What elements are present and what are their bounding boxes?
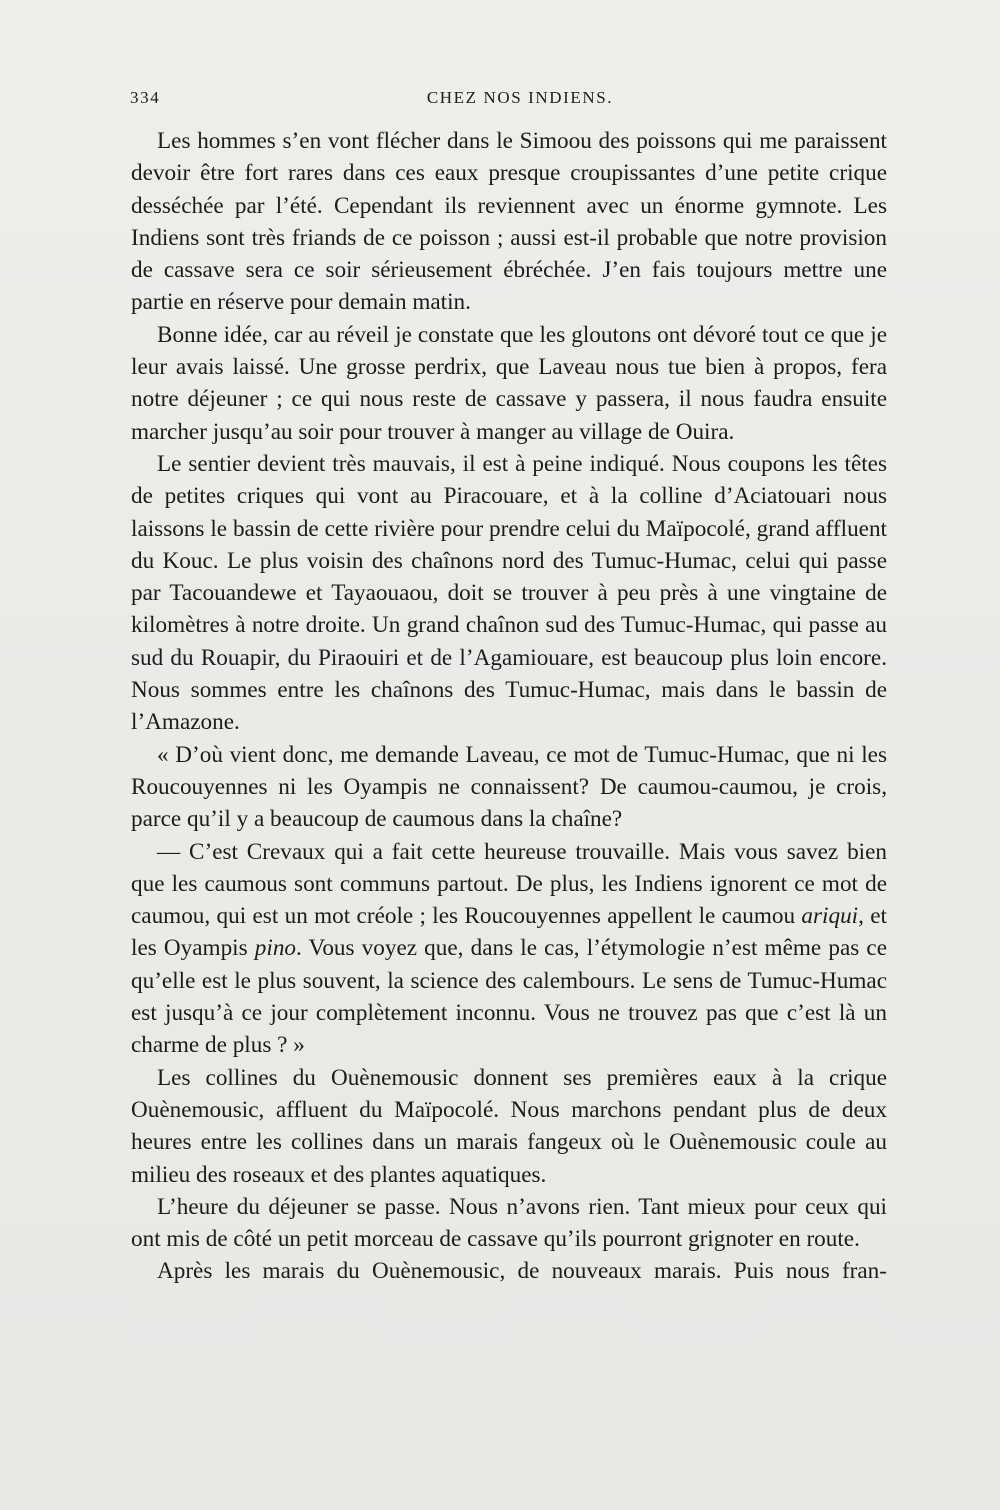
body-text — [131, 125, 887, 1288]
paragraph-text: — C’est Crevaux qui a fait cette heureuse trouvaille. Mais vous savez bien que les caumous sont communs partout. De plus, les Indiens ignorent ce mot de caumou, qui est un mot créole ; les Roucouyennes appellent le caumou — [131, 838, 887, 930]
page-header — [130, 88, 886, 114]
italic-word: pino — [254, 935, 297, 962]
running-title: CHEZ NOS INDIENS. — [426, 88, 614, 107]
paragraph: Les hommes s’en vont flécher dans le Simoou des poissons qui me paraissent devoir être fort rares dans ces eaux presque croupissantes d’une petite crique desséchée par l’été. Cependant ils reviennent avec un énorme gymnote. Les Indiens sont très friands de ce poisson ; aussi est-il probable que notre provision de cassave sera ce soir sérieusement ébréchée. J’en fais toujours mettre une partie en réserve pour demain matin. — [131, 128, 887, 316]
paragraph-text: , et les Oyampis — [131, 903, 887, 962]
page-number: 334 — [130, 88, 161, 107]
paragraph: Bonne idée, car au réveil je constate que les gloutons ont dévoré tout ce que je leur avais laissé. Une grosse perdrix, que Laveau nous tue bien à propos, fera notre déjeuner ; ce qui nous reste de cassave y passera, il nous faudra ensuite marcher jusqu’au soir pour trouver à manger au village de Ouira. — [131, 321, 887, 445]
paragraph: Les collines du Ouènemousic donnent ses premières eaux à la crique Ouènemousic, affluent du Maïpocolé. Nous marchons pendant plus de deux heures entre les collines dans un marais fangeux où le Ouènemousic coule au milieu des roseaux et des plantes aquatiques. — [131, 1064, 887, 1188]
italic-word: ariqui — [801, 903, 859, 930]
paragraph — [131, 836, 887, 1062]
paragraph-text: . Vous voyez que, dans le cas, l’étymologie n’est même pas ce qu’elle est le plus souvent, la science des calembours. Le sens de Tumuc-Humac est jusqu’à ce jour complètement inconnu. Vous ne trouvez pas que c’est là un charme de plus ? » — [131, 935, 888, 1059]
paragraph: Le sentier devient très mauvais, il est à peine indiqué. Nous coupons les têtes de petites criques qui vont au Piracouare, et à la colline d’Aciatouari nous laissons le bassin de cette rivière pour prendre celui du Maïpocolé, grand affluent du Kouc. Le plus voisin des chaînons nord des Tumuc-Humac, celui qui passe par Tacouandewe et Tayaouaou, doit se trouver à peu près à une vingtaine de kilomètres à notre droite. Un grand chaînon sud des Tumuc-Humac, qui passe au sud du Rouapir, du Piraouiri et de l’Agamiouare, est beaucoup plus loin encore. Nous sommes entre les chaînons des Tumuc-Humac, mais dans le bassin de l’Amazone. — [131, 450, 887, 736]
paragraph: L’heure du déjeuner se passe. Nous n’avons rien. Tant mieux pour ceux qui ont mis de côté un petit morceau de cassave qu’ils pourront grignoter en route. — [131, 1193, 887, 1253]
paragraph: « D’où vient donc, me demande Laveau, ce mot de Tumuc-Humac, que ni les Roucouyennes ni les Oyampis ne connaissent? De caumou-caumou, je crois, parce qu’il y a beaucoup de caumous dans la chaîne? — [131, 741, 887, 833]
paragraph: Après les marais du Ouènemousic, de nouveaux marais. Puis nous fran- — [157, 1258, 887, 1285]
